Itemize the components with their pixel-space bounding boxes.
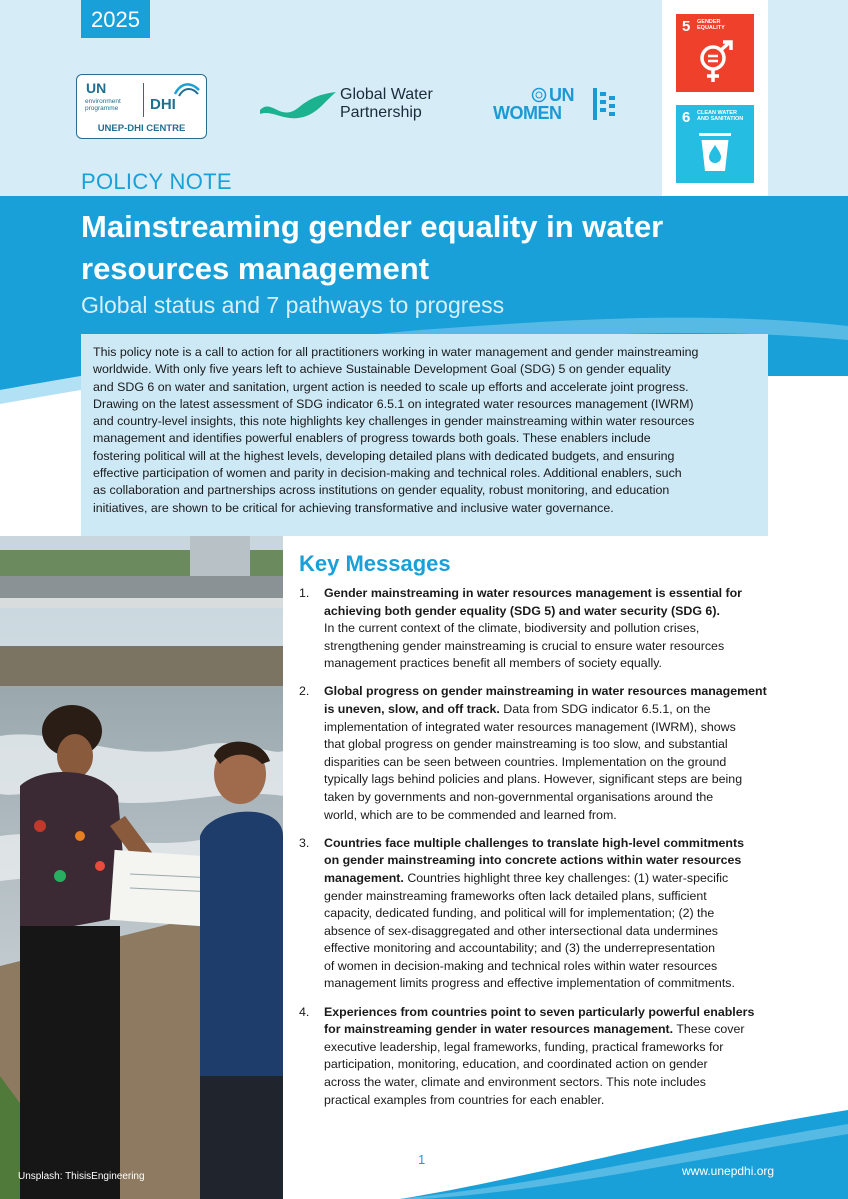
- key-message-line: taken by governments and non-governmental organisations around the: [324, 790, 714, 805]
- intro-line: This policy note is a call to action for all practitioners working in water management and gender mainstreaming: [93, 345, 699, 359]
- key-message-bold-tail: management.: [324, 870, 404, 885]
- intro-line: and SDG 6 on water and sanitation, urgent action is needed to scale up efforts and accelerate joint progress.: [93, 379, 689, 394]
- key-message-bold-tail: is uneven, slow, and off track.: [324, 702, 500, 717]
- global-water-partnership-logo: [258, 84, 443, 126]
- un-women-symbol-icon: [591, 86, 617, 122]
- sdg-5-number: 5: [682, 18, 691, 35]
- unep-un-text: UN: [86, 80, 107, 96]
- intro-line: effective participation of women and parity in decision-making and technical roles. Additional enablers, such: [93, 466, 682, 481]
- gwp-wave-icon: [258, 88, 338, 122]
- key-message-line: that global progress on gender mainstreaming is too slow, and substantial: [324, 737, 728, 752]
- key-message-line: world, which are to be commended and learned from.: [324, 807, 617, 822]
- un-women-line-1: UN: [549, 85, 574, 105]
- key-message-line: management limits progress and effective implementation of commitments.: [324, 976, 735, 991]
- un-women-text: [493, 86, 574, 122]
- key-message-number: 2.: [299, 684, 310, 699]
- page-title: Mainstreaming gender equality in water resources management: [81, 209, 664, 286]
- key-message-line: participation, monitoring, education, and coordinated action on gender: [324, 1057, 708, 1072]
- key-message-mixed-line: [324, 1021, 769, 1039]
- key-message-line: disparities can be seen between countries. Implementation on the ground: [324, 754, 727, 769]
- intro-line: worldwide. With only five years left to achieve Sustainable Development Goal (SDG) 5 on gender equality: [93, 362, 671, 377]
- key-message-line: executive leadership, legal frameworks, funding, practical frameworks for: [324, 1039, 724, 1054]
- footer-wave: [400, 1100, 848, 1199]
- key-message-bold-line: Experiences from countries point to seven particularly powerful enablers: [324, 1004, 755, 1019]
- intro-line: and country-level insights, this note highlights key challenges in gender mainstreaming within water resources: [93, 414, 695, 429]
- key-message-tail-rest: These cover: [673, 1022, 745, 1037]
- logo-divider: [143, 83, 144, 117]
- sdg-panel: [662, 0, 768, 196]
- gender-equality-icon: [695, 40, 735, 84]
- intro-line: fostering political will at the highest levels, developing detailed plans with dedicated budgets, and ensuring: [93, 448, 675, 463]
- footer-url[interactable]: www.unepdhi.org: [682, 1164, 775, 1178]
- unep-dhi-logo: [76, 74, 207, 139]
- key-message-bold-line: on gender mainstreaming into concrete actions within water resources: [324, 853, 742, 868]
- intro-summary: [81, 334, 768, 536]
- key-message-line: gender mainstreaming frameworks often lack detailed plans, sufficient: [324, 888, 707, 903]
- key-message-tail-rest: Countries highlight three key challenges: (1) water-specific: [403, 870, 729, 885]
- sdg-5-tile: [676, 14, 754, 92]
- key-messages-list: [299, 585, 769, 1120]
- key-message-line: capacity, dedicated funding, and political will for implementation; (2) the: [324, 906, 715, 921]
- key-message-line: effective monitoring and accountability; and (3) the underrepresentation: [324, 941, 716, 956]
- gwp-line-2: Partnership: [340, 104, 422, 121]
- unep-dhi-centre-text: UNEP-DHI CENTRE: [97, 123, 186, 134]
- key-message-line: In the current context of the climate, biodiversity and pollution crises,: [324, 621, 700, 636]
- dhi-text: DHI: [150, 96, 176, 113]
- engineers-photo: [0, 536, 283, 1199]
- key-message-line: management practices benefit all members of society equally.: [324, 656, 662, 671]
- key-message-line: practical examples from countries for each enabler.: [324, 1092, 605, 1107]
- year-tag: 2025: [81, 0, 150, 38]
- unep-programme-text: environment programme: [85, 98, 121, 112]
- sdg-6-number: 6: [682, 109, 691, 126]
- photo-illustration: [0, 536, 283, 1199]
- key-message-item: [299, 585, 769, 673]
- page-subtitle: Global status and 7 pathways to progress: [81, 292, 505, 318]
- key-message-tail-rest: Data from SDG indicator 6.5.1, on the: [499, 702, 711, 717]
- key-message-item: [299, 683, 769, 824]
- intro-line: initiatives, are shown to be critical for achieving transformative and inclusive water governance.: [93, 500, 614, 515]
- dhi-wave-icon: [173, 80, 201, 98]
- key-message-bold-line: Countries face multiple challenges to translate high-level commitments: [324, 835, 745, 850]
- key-message-number: 4.: [299, 1004, 310, 1019]
- key-message-bold-line: Gender mainstreaming in water resources management is essential for: [324, 586, 742, 600]
- key-message-line: absence of sex-disaggregated and other intersectional data undermines: [324, 923, 719, 938]
- key-message-line: strengthening gender mainstreaming is crucial to ensure water resources: [324, 638, 725, 653]
- sdg-5-label: GENDER EQUALITY: [697, 19, 725, 31]
- gwp-line-1: Global Water: [340, 86, 433, 103]
- gwp-name: [340, 86, 433, 122]
- key-message-line: implementation of integrated water resources management (IWRM), shows: [324, 719, 736, 734]
- key-message-line: typically lags behind policies and plans. However, significant steps are being: [324, 772, 743, 787]
- key-message-line: of women in decision-making and technical roles within water resources: [324, 958, 718, 973]
- key-message-bold-line: Global progress on gender mainstreaming in water resources management: [324, 684, 767, 699]
- key-message-mixed-line: [324, 870, 769, 888]
- key-message-bold-line: achieving both gender equality (SDG 5) and water security (SDG 6).: [324, 603, 720, 618]
- key-message-number: 3.: [299, 835, 310, 850]
- key-message-number: 1.: [299, 586, 310, 600]
- sdg-6-label: CLEAN WATER AND SANITATION: [697, 110, 744, 122]
- sdg-6-tile: [676, 105, 754, 183]
- policy-note-kicker: POLICY NOTE: [81, 169, 232, 194]
- intro-line: Drawing on the latest assessment of SDG indicator 6.5.1 on integrated water resources management (IWRM): [93, 396, 694, 411]
- key-messages-title: Key Messages: [299, 551, 451, 576]
- key-message-mixed-line: [324, 701, 769, 719]
- water-glass-icon: [695, 131, 735, 175]
- page-number: 1: [418, 1152, 426, 1167]
- un-women-line-2: WOMEN: [493, 103, 562, 123]
- key-message-item: [299, 1004, 769, 1110]
- un-women-logo: [493, 86, 618, 126]
- intro-line: management and identifies powerful enablers of progress towards both goals. These enablers include: [93, 431, 651, 446]
- key-message-line: across the water, climate and environment sectors. This note includes: [324, 1074, 707, 1089]
- key-message-bold-tail: for mainstreaming gender in water resources management.: [324, 1022, 674, 1037]
- photo-credit: Unsplash: ThisisEngineering: [18, 1171, 145, 1182]
- intro-line: as collaboration and partnerships across institutions on gender equality, robust monitoring, and education: [93, 483, 670, 498]
- key-message-item: [299, 835, 769, 993]
